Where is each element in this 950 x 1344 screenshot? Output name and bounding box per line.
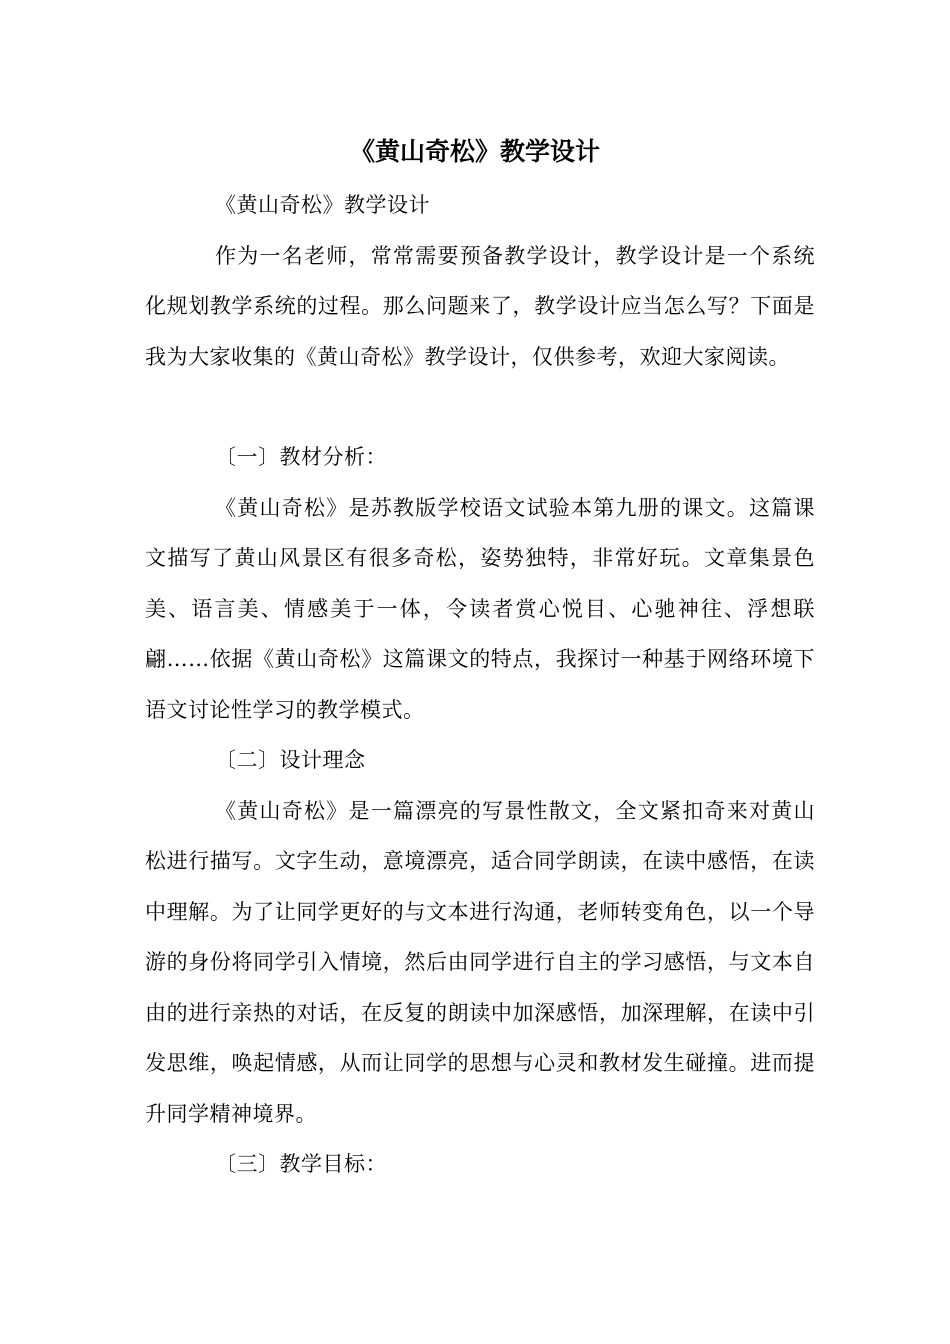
document-body xyxy=(145,180,815,1190)
blank-line xyxy=(145,382,815,432)
section-heading-goals: 〔三〕教学目标： xyxy=(215,1152,387,1176)
section-body-analysis: 《黄山奇松》是苏教版学校语文试验本第九册的课文。这篇课文描写了黄山风景区有很多奇松，姿势独特，非常好玩。文章集景色美、语言美、情感美于一体，令读者赏心悦目、心驰神往、浮想联翩……依据《黄山奇松》这篇课文的特点，我探讨一种基于网络环境下语文讨论性学习的教学模式。 xyxy=(145,495,815,722)
section-heading-concept: 〔二〕设计理念 xyxy=(215,748,366,772)
section-heading-analysis: 〔一〕教材分析： xyxy=(215,445,387,469)
section-body-concept: 《黄山奇松》是一篇漂亮的写景性散文，全文紧扣奇来对黄山松进行描写。文字生动，意境漂亮，适合同学朗读，在读中感悟，在读中理解。为了让同学更好的与文本进行沟通，老师转变角色，以一个导游的身份将同学引入情境，然后由同学进行自主的学习感悟，与文本自由的进行亲热的对话，在反复的朗读中加深感悟，加深理解，在读中引发思维，唤起情感，从而让同学的思想与心灵和教材发生碰撞。进而提升同学精神境界。 xyxy=(145,798,815,1126)
intro-paragraph: 作为一名老师，常常需要预备教学设计，教学设计是一个系统化规划教学系统的过程。那么问题来了，教学设计应当怎么写？下面是我为大家收集的《黄山奇松》教学设计，仅供参考，欢迎大家阅读。 xyxy=(145,243,815,369)
document-subtitle: 《黄山奇松》教学设计 xyxy=(215,193,430,217)
document-title: 《黄山奇松》教学设计 xyxy=(349,137,600,166)
